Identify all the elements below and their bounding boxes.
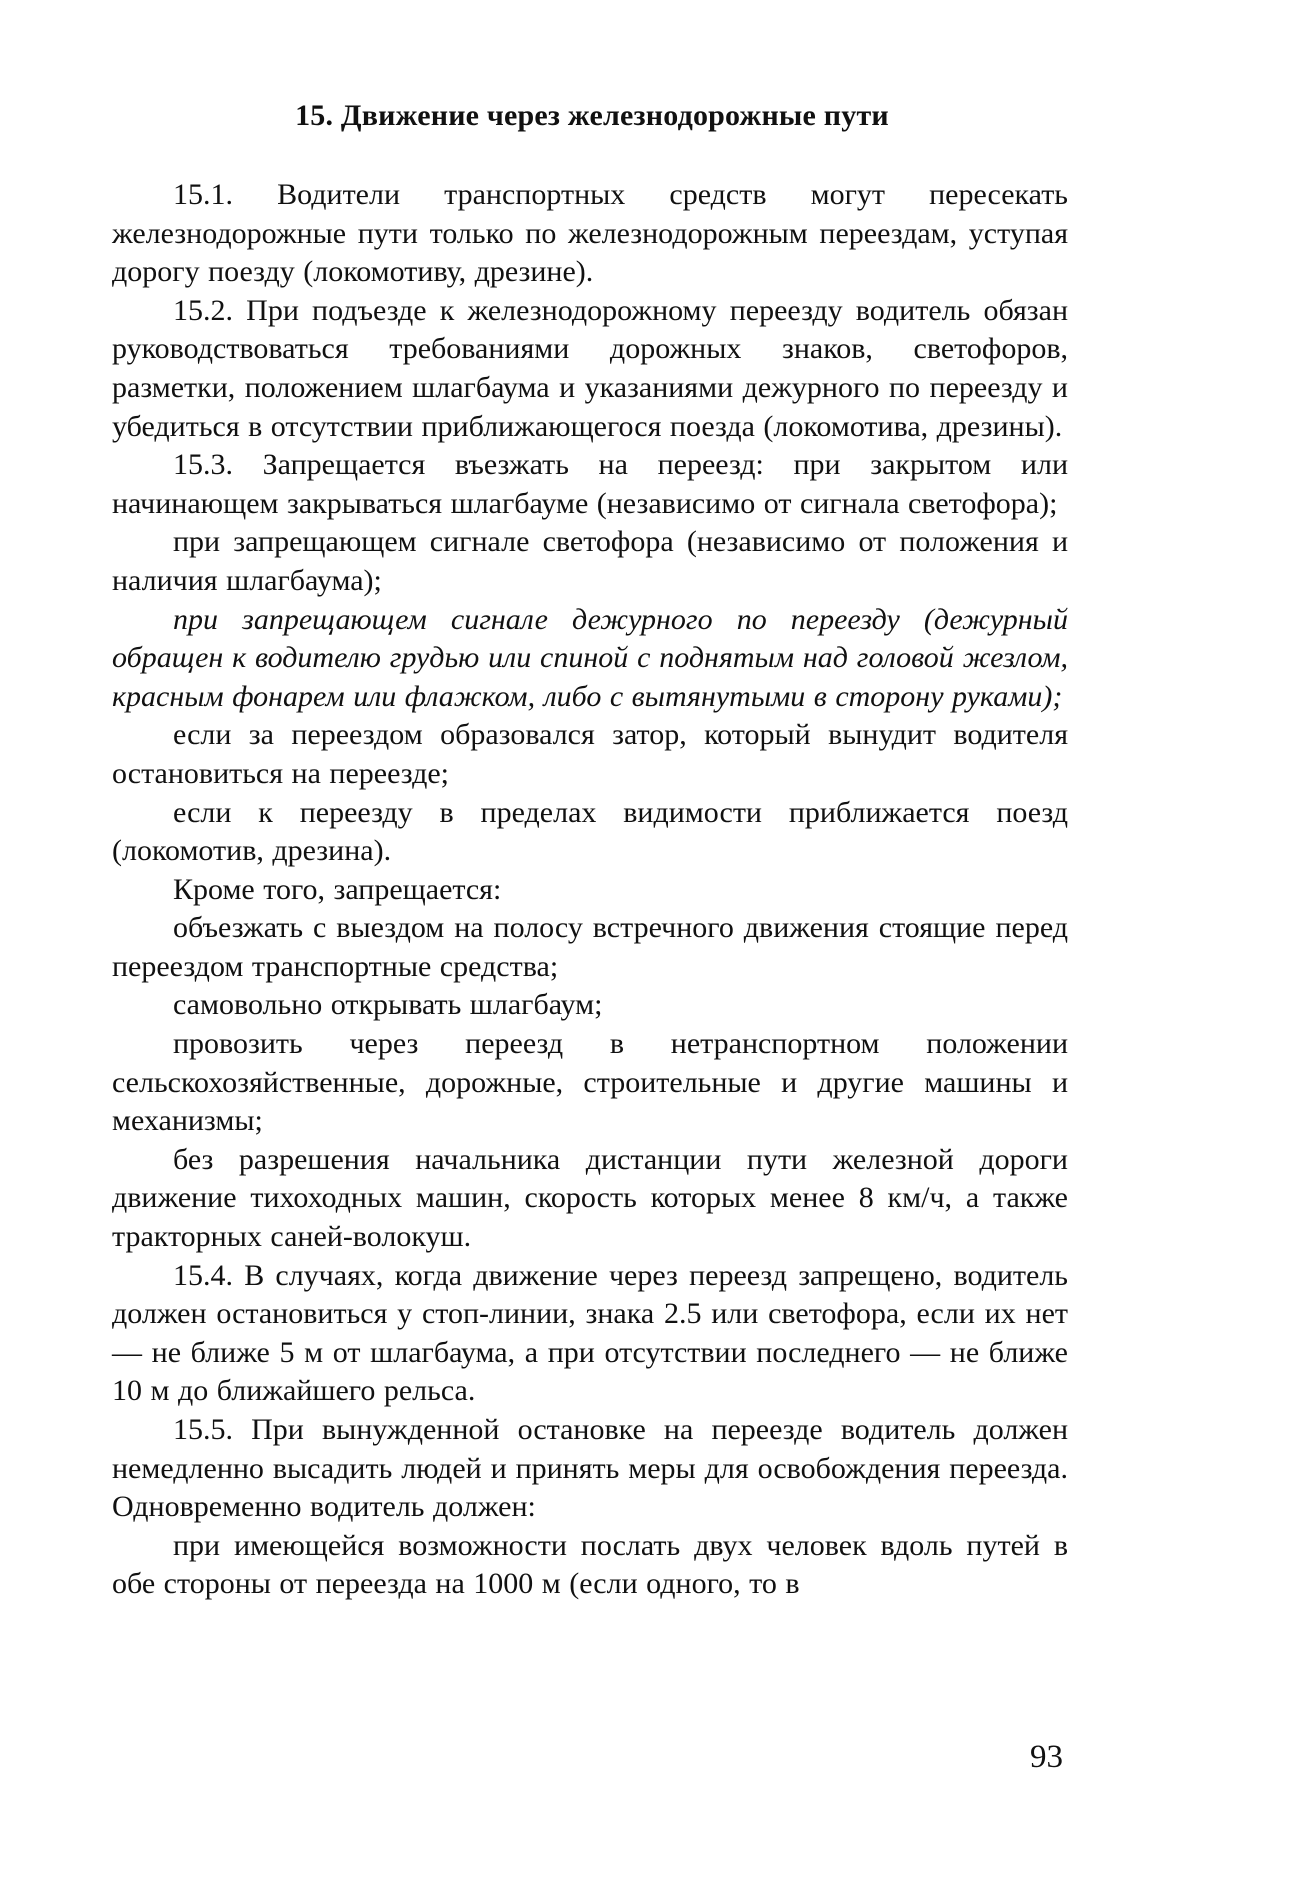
paragraph-15-3-jam: если за переездом образовался затор, который вынудит водителя остановиться на переезде; xyxy=(112,718,1068,790)
paragraph-15-5: 15.5. При вынужденной остановке на переезде водитель должен немедленно высадить людей и принять меры для освобождения переезда. Одновременно водитель должен: xyxy=(112,1413,1068,1524)
section-heading: 15. Движение через железнодорожные пути xyxy=(295,99,889,132)
paragraph-15-5-continued: при имеющейся возможности послать двух человек вдоль путей в обе стороны от переезда на 1000 м (если одного, то в xyxy=(112,1528,1068,1601)
section-body xyxy=(112,176,1068,1604)
paragraph-15-4: 15.4. В случаях, когда движение через переезд запрещено, водитель должен остановиться у стоп-линии, знака 2.5 или светофора, если их нет — не ближе 5 м от шлагбаума, а при отсутствии последнего — не ближе 10 м до ближайшего рельса. xyxy=(112,1258,1068,1408)
paragraph-15-3-signal: при запрещающем сигнале светофора (независимо от положения и наличия шлагбаума); xyxy=(112,525,1068,597)
paragraph-15-3-besides: Кроме того, запрещается: xyxy=(173,872,502,906)
paragraph-15-3-attendant: при запрещающем сигнале дежурного по переезду (дежурный обращен к водителю грудью или спиной с поднятым над головой жезлом, красным фонарем или флажком, либо с вытянутыми в сторону руками); xyxy=(112,602,1068,713)
paragraph-15-1: 15.1. Водители транспортных средств могут пересекать железнодорожные пути только по железнодорожным переездам, уступая дорогу поезду (локомотиву, дрезине). xyxy=(112,178,1068,289)
paragraph-15-3-barrier: самовольно открывать шлагбаум; xyxy=(173,988,603,1022)
paragraph-15-3-train: если к переезду в пределах видимости приближается поезд (локомотив, дрезина). xyxy=(112,795,1068,868)
paragraph-15-3-overtake: объезжать с выездом на полосу встречного движения стоящие перед переездом транспортные средства; xyxy=(112,911,1068,983)
page-number: 93 xyxy=(1030,1739,1063,1775)
paragraph-15-2: 15.2. При подъезде к железнодорожному переезду водитель обязан руководствоваться требованиями дорожных знаков, светофоров, разметки, положением шлагбаума и указаниями дежурного по переезду и убедиться в отсутствии приближающегося поезда (локомотива, дрезины). xyxy=(112,293,1068,443)
paragraph-15-3-permission: без разрешения начальника дистанции пути железной дороги движение тихоходных машин, скорость которых менее 8 км/ч, а также тракторных саней-волокуш. xyxy=(112,1142,1068,1254)
paragraph-15-3: 15.3. Запрещается въезжать на переезд: при закрытом или начинающем закрываться шлагбауме (независимо от сигнала светофора); xyxy=(112,448,1068,520)
paragraph-15-3-machinery: провозить через переезд в нетранспортном положении сельскохозяйственные, дорожные, строительные и другие машины и механизмы; xyxy=(112,1027,1068,1138)
